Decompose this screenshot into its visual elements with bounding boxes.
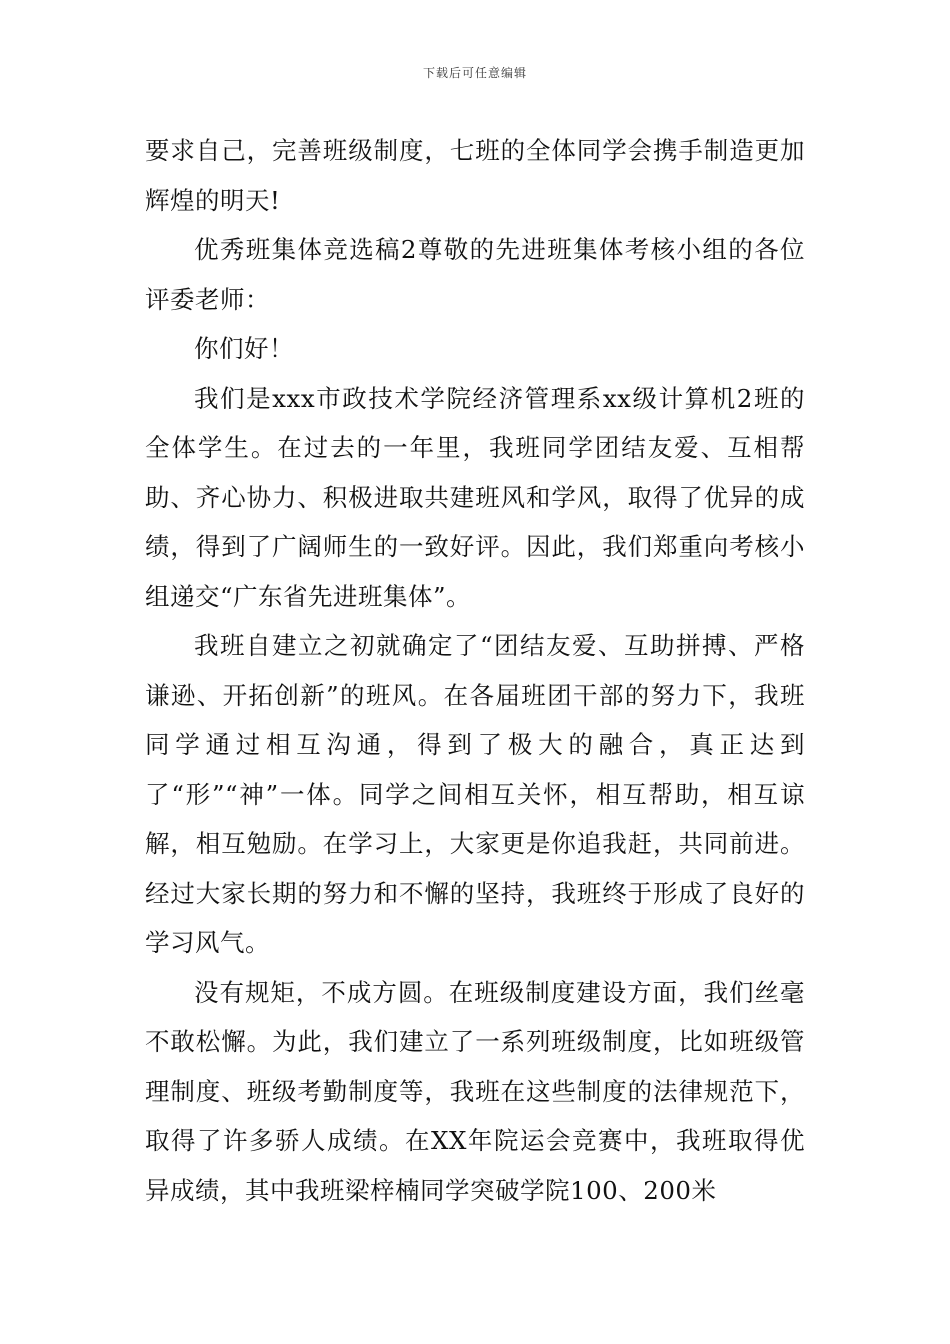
paragraph-6: 没有规矩，不成方圆。在班级制度建设方面，我们丝毫不敢松懈。为此，我们建立了一系列班级制度，比如班级管理制度、班级考勤制度等，我班在这些制度的法律规范下，取得了许多骄人成绩。在XX年院运会竞赛中，我班取得优异成绩，其中我班梁梓楠同学突破学院100、200米 (145, 977, 805, 1205)
paragraph-3: 你们好！ (194, 334, 294, 363)
paragraph-1: 要求自己，完善班级制度，七班的全体同学会携手制造更加辉煌的明天! (145, 136, 805, 215)
paragraph-4: 我们是xxx市政技术学院经济管理系xx级计算机2班的全体学生。在过去的一年里，我班同学团结友爱、互相帮助、齐心协力、积极进取共建班风和学风，取得了优异的成绩，得到了广阔师生的一致好评。因此，我们郑重向考核小组递交“广东省先进班集体”。 (145, 383, 805, 611)
paragraph-5: 我班自建立之初就确定了“团结友爱、互助拼搏、严格谦逊、开拓创新”的班风。在各届班团干部的努力下，我班同学通过相互沟通，得到了极大的融合，真正达到了“形”“神”一体。同学之间相互关怀，相互帮助，相互谅解，相互勉励。在学习上，大家更是你追我赶，共同前进。经过大家长期的努力和不懈的坚持，我班终于形成了良好的学习风气。 (145, 631, 805, 957)
document-body (145, 126, 805, 1215)
page-header: 下载后可任意编辑 (422, 66, 527, 80)
paragraph-2: 优秀班集体竞选稿2尊敬的先进班集体考核小组的各位评委老师： (145, 235, 805, 314)
